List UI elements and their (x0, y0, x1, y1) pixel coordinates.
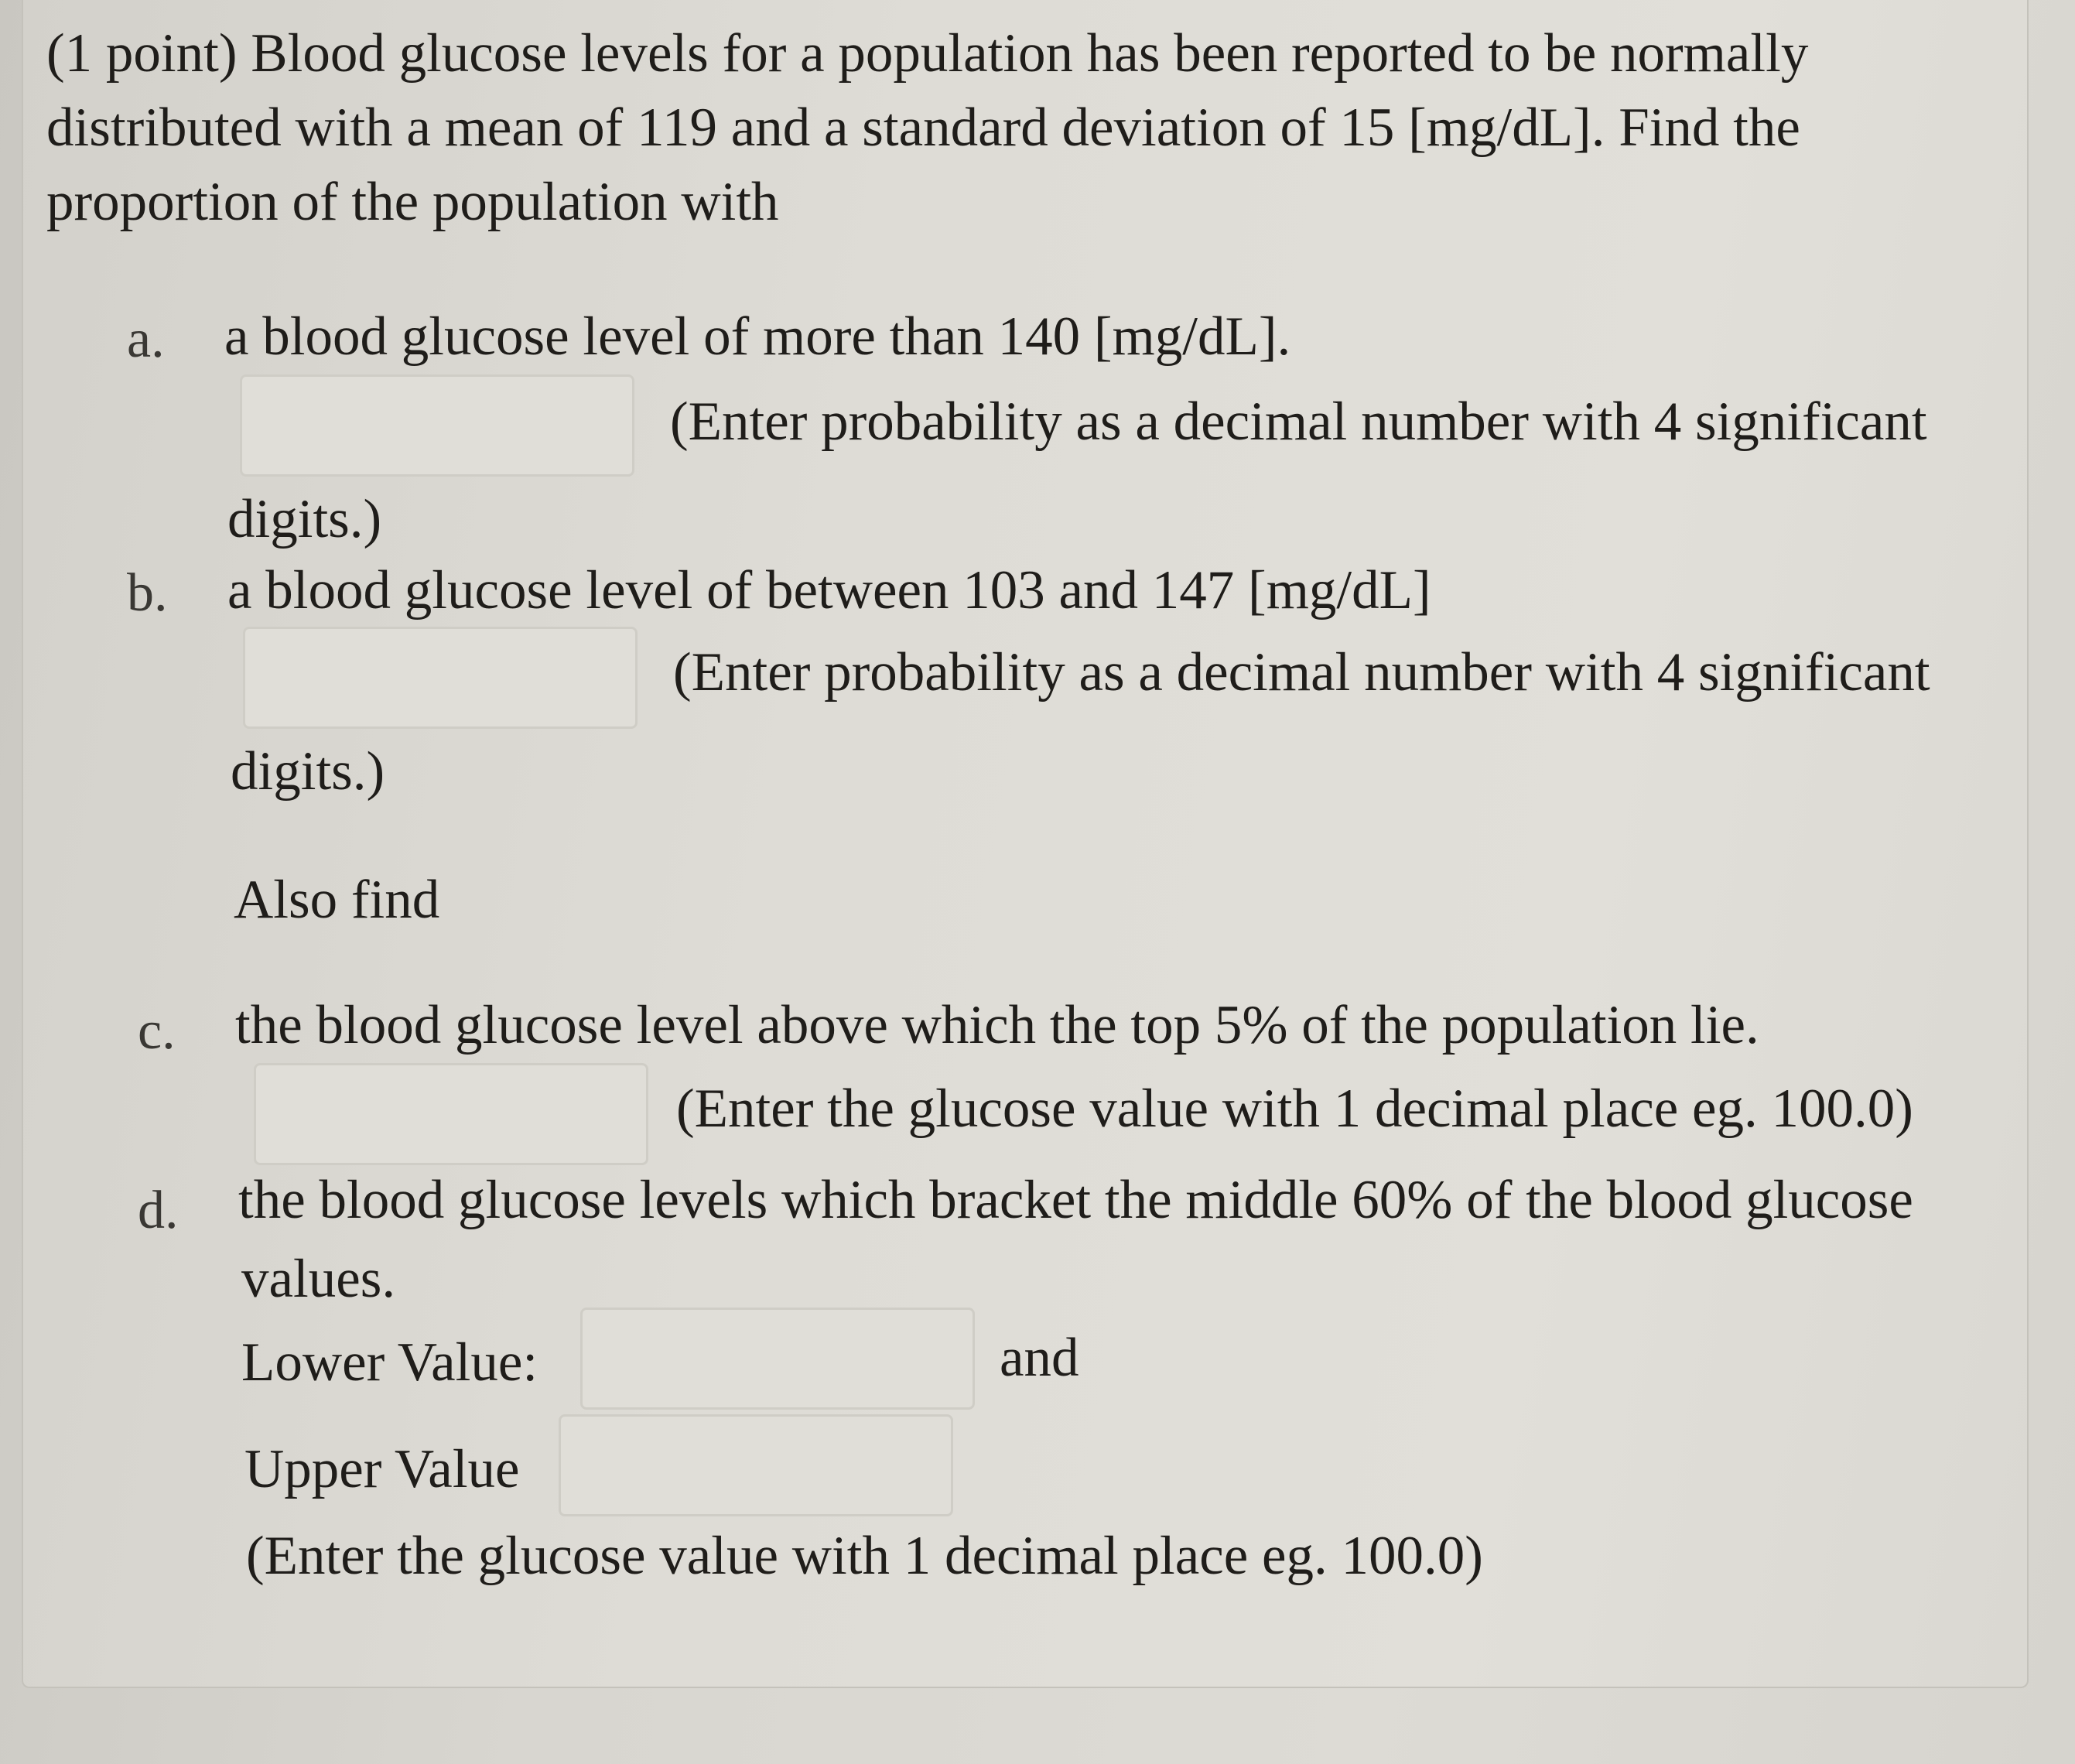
lower-value-input[interactable] (580, 1308, 975, 1410)
upper-value-label: Upper Value (244, 1439, 520, 1499)
upper-value-input[interactable] (559, 1414, 953, 1516)
part-b-question: a blood glucose level of between 103 and 147 [mg/dL] (227, 560, 1431, 620)
part-a-hint-continued: digits.) (227, 489, 382, 549)
part-a-letter: a. (127, 309, 165, 369)
part-c-answer-input[interactable] (254, 1063, 648, 1165)
part-b-letter: b. (127, 563, 168, 623)
problem-intro-line-1: (1 point) Blood glucose levels for a population has been reported to be normally (46, 23, 1809, 84)
part-c-question: the blood glucose level above which the top 5% of the population lie. (235, 995, 1759, 1055)
part-d-hint: (Enter the glucose value with 1 decimal place eg. 100.0) (246, 1526, 1483, 1586)
also-find-text: Also find (234, 870, 440, 930)
and-label: and (1000, 1328, 1079, 1388)
part-a-answer-input[interactable] (240, 374, 634, 477)
part-c-hint: (Enter the glucose value with 1 decimal place eg. 100.0) (676, 1079, 1913, 1139)
part-c-letter: c. (138, 1001, 176, 1061)
problem-intro-line-2: distributed with a mean of 119 and a standard deviation of 15 [mg/dL]. Find the (46, 97, 1800, 158)
problem-intro-line-3: proportion of the population with (46, 172, 779, 232)
part-b-hint-continued: digits.) (231, 741, 385, 802)
lower-value-label: Lower Value: (241, 1332, 538, 1393)
part-d-letter: d. (138, 1181, 179, 1240)
part-b-answer-input[interactable] (243, 627, 638, 729)
part-d-question-line-1: the blood glucose levels which bracket the middle 60% of the blood glucose (238, 1170, 1913, 1230)
problem-card (22, 0, 2029, 1688)
part-a-question: a blood glucose level of more than 140 [mg/dL]. (224, 306, 1291, 367)
part-d-question-line-2: values. (241, 1249, 396, 1309)
part-a-hint: (Enter probability as a decimal number with 4 significant (670, 391, 1927, 452)
part-b-hint: (Enter probability as a decimal number with 4 significant (673, 642, 1930, 703)
